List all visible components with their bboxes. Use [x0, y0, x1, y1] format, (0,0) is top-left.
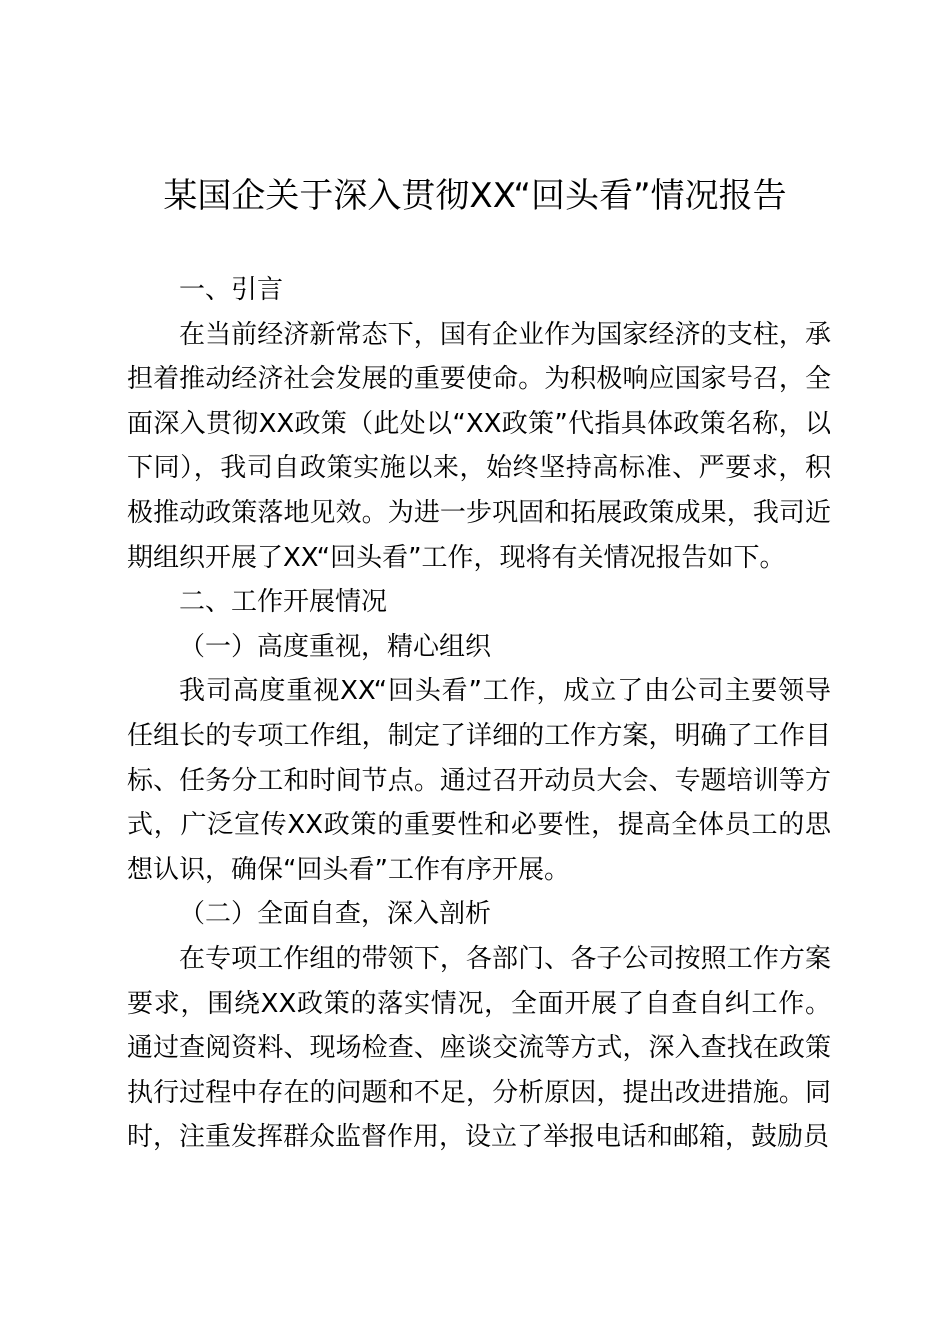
subsection-heading-organization: （一）高度重视，精心组织: [179, 631, 492, 662]
document-title: 某国企关于深入贯彻XX“回头看”情况报告: [163, 176, 787, 216]
paragraph-introduction: 在当前经济新常态下，国有企业作为国家经济的支柱，承担着推动经济社会发展的重要使命。为积极响应国家号召，全面深入贯彻XX政策（此处以“XX政策”代指具体政策名称，以下同），我司自政策实施以来，始终坚持高标准、严要求，积极推动政策落地见效。为进一步巩固和拓展政策成果，我司近期组织开展了XX“回头看”工作，现将有关情况报告如下。: [127, 319, 831, 573]
paragraph-self-inspection: 在专项工作组的带领下，各部门、各子公司按照工作方案要求，围绕XX政策的落实情况，全面开展了自查自纠工作。通过查阅资料、现场检查、座谈交流等方式，深入查找在政策执行过程中存在的问题和不足，分析原因，提出改进措施。同时，注重发挥群众监督作用，设立了举报电话和邮箱，鼓励员: [127, 943, 831, 1153]
document-body: [127, 268, 831, 1160]
paragraph-organization: 我司高度重视XX“回头看”工作，成立了由公司主要领导任组长的专项工作组，制定了详细的工作方案，明确了工作目标、任务分工和时间节点。通过召开动员大会、专题培训等方式，广泛宣传XX政策的重要性和必要性，提高全体员工的思想认识，确保“回头看”工作有序开展。: [127, 676, 831, 885]
subsection-heading-self-inspection: （二）全面自查，深入剖析: [179, 899, 492, 930]
section-heading-introduction: 一、引言: [179, 275, 284, 305]
section-heading-work-status: 二、工作开展情况: [179, 587, 388, 618]
